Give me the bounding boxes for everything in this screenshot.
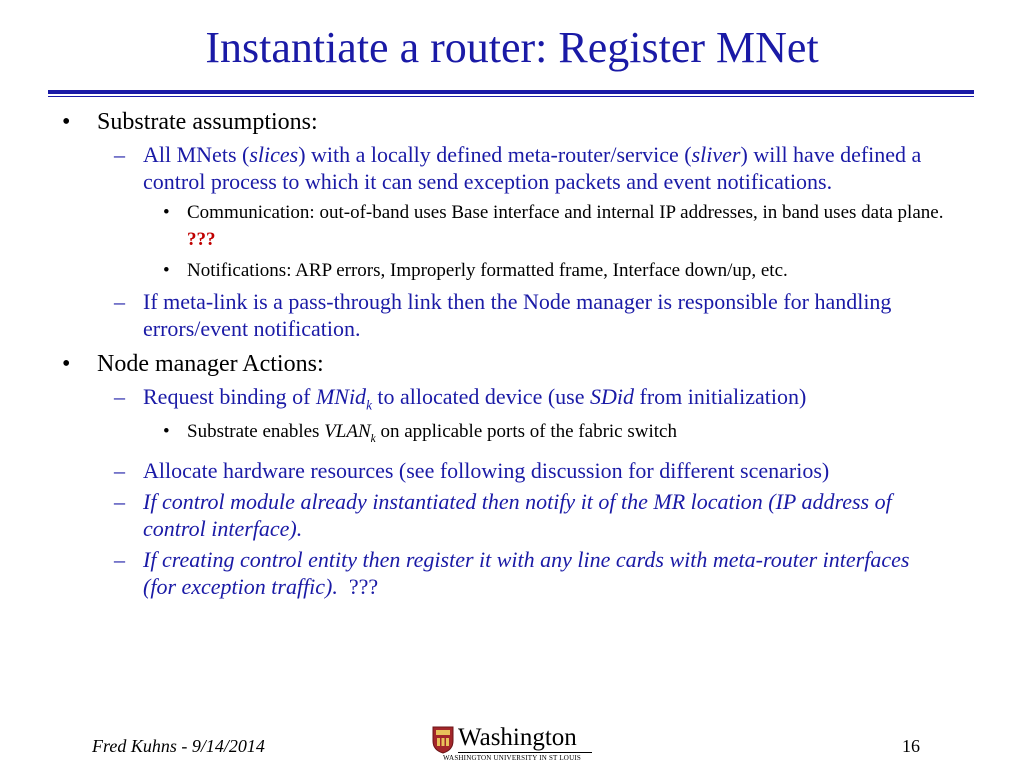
text-run: from initialization) [634,384,807,409]
slide-title: Instantiate a router: Register MNet [205,23,819,72]
text-run: ) will have defined a control process to which it can send exception packets and event notifications. [143,142,922,194]
dash-marker: – [114,289,125,314]
dash-marker: – [114,489,125,515]
bullet-text: Substrate assumptions: [97,109,318,135]
shield-icon [432,726,454,754]
sub-bullet-allocate-hardware [0,457,1024,484]
text-run: Notifications: ARP errors, Improperly formatted frame, Interface down/up, etc. [187,260,788,281]
text-run: Communication: out-of-band uses Base interface and internal IP addresses, in band uses data plane. [187,202,944,223]
logo-subtext: WASHINGTON UNIVERSITY IN ST LOUIS [443,754,581,762]
subscript: k [370,433,376,446]
title-divider-thin [48,96,974,97]
logo-rule [458,752,592,753]
sub-bullet-creating-control-entity [0,546,1024,600]
dash-marker: – [114,142,125,167]
text-run-italic: If control module already instantiated then notify it of the MR location (IP address of control interface). [143,489,892,542]
bullet-marker: • [163,260,170,281]
bullet-text: Node manager Actions: [97,351,324,377]
text-run-italic: sliver [691,142,741,167]
text-run: to allocated device (use [371,384,590,409]
text-run: ) with a locally defined meta-router/service ( [298,142,692,167]
text-run-italic: VLAN [324,421,371,443]
sub-bullet-meta-link [0,288,1024,342]
bullet-marker: • [62,351,71,377]
text-run: ??? [337,574,379,600]
sub-bullet-mnets-control-process [0,141,1024,195]
sub-bullet-request-binding [0,383,1024,418]
sub-sub-bullet-notifications [0,257,1024,284]
dash-marker: – [114,547,125,573]
bullet-marker: • [62,109,71,135]
footer-author-date: Fred Kuhns - 9/14/2014 [92,736,265,756]
sub-sub-bullet-communication [0,199,1024,253]
sub-bullet-control-module [0,488,1024,542]
bullet-marker: • [163,421,170,443]
dash-marker: – [114,458,125,484]
text-run-italic: MNid [315,384,367,409]
bullet-node-manager-actions [0,350,1024,379]
bullet-marker: • [163,202,170,223]
text-run: on applicable ports of the fabric switch [375,421,677,443]
page-number: 16 [902,736,920,756]
logo-wordmark: Washington [458,724,577,751]
bullet-substrate-assumptions [0,108,1024,137]
text-run-italic: If creating control entity then register it with any line cards with meta-router interfaces (for exception traffic). [143,547,910,600]
text-run-italic: slices [249,142,299,167]
text-run: Allocate hardware resources (see following discussion for different scenarios) [143,458,830,484]
title-divider-thick [48,90,974,94]
question-flag: ??? [187,229,216,250]
washington-university-logo [430,724,594,762]
text-run-italic: SDid [590,384,634,409]
text-run: Request binding of [143,384,316,409]
subscript: k [366,397,372,413]
text-run: If meta-link is a pass-through link then the Node manager is responsible for handling errors/event notification. [143,289,892,341]
dash-marker: – [114,384,125,409]
sub-sub-bullet-vlan [0,418,1024,453]
slide-body [0,108,1024,600]
text-run: Substrate enables [187,421,325,443]
text-run: All MNets ( [143,142,250,167]
